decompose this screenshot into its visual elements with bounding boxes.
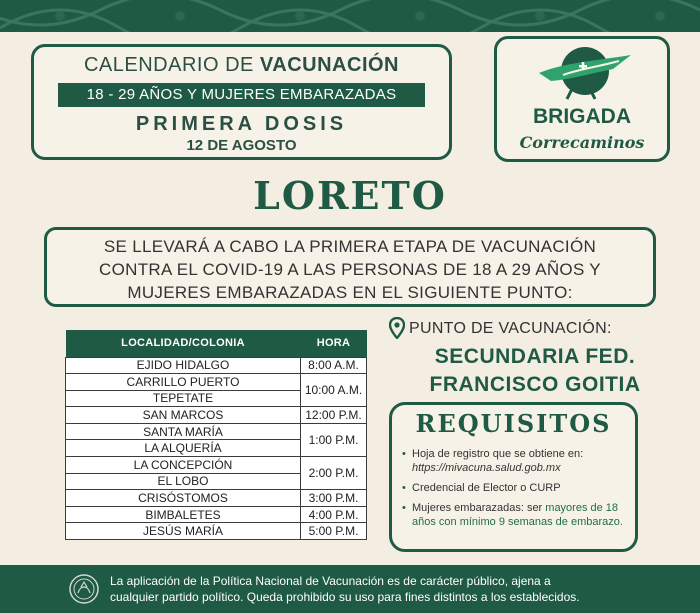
hour-cell: 8:00 A.M. (301, 357, 367, 374)
header-age-band: 18 - 29 AÑOS Y MUJERES EMBARAZADAS (58, 83, 425, 107)
roadrunner-logo-icon (533, 43, 637, 103)
hour-cell: 3:00 P.M. (301, 490, 367, 507)
announcement-line: SE LLEVARÁ A CABO LA PRIMERA ETAPA DE VACUNACIÓN (103, 237, 597, 256)
brigada-subtitle: Correcaminos (519, 133, 645, 152)
requirement-item (402, 447, 629, 475)
announcement-box (44, 227, 656, 307)
requirements-list (402, 447, 629, 535)
brigada-title: BRIGADA (533, 105, 631, 128)
venue-name-line2: FRANCISCO GOITIA (429, 373, 641, 396)
locality-cell: TEPETATE (66, 390, 301, 407)
table-row (66, 506, 367, 523)
brigada-logo-box (494, 36, 670, 162)
header-title: CALENDARIO DE VACUNACIÓN (83, 54, 399, 76)
locality-cell: EJIDO HIDALGO (66, 357, 301, 374)
table-row (66, 490, 367, 507)
table-row (66, 407, 367, 424)
hour-cell: 5:00 P.M. (301, 523, 367, 540)
table-row (66, 523, 367, 540)
locality-cell: LA CONCEPCIÓN (66, 457, 301, 474)
mexico-seal-icon (68, 573, 100, 605)
footer-disclaimer (110, 573, 670, 605)
column-header-locality: LOCALIDAD/COLONIA (66, 330, 301, 357)
header-date: 12 DE AGOSTO (186, 137, 297, 154)
bullet-icon: • (402, 502, 406, 514)
hour-cell: 2:00 P.M. (301, 457, 367, 490)
vaccination-point-label: PUNTO DE VACUNACIÓN: (409, 320, 612, 337)
bullet-icon: • (402, 482, 406, 494)
locality-cell: CRISÓSTOMOS (66, 490, 301, 507)
table-row (66, 357, 367, 374)
schedule-header-row (66, 330, 367, 357)
schedule-table (65, 330, 367, 540)
hour-cell: 4:00 P.M. (301, 506, 367, 523)
locality-cell: SANTA MARÍA (66, 423, 301, 440)
requirement-text: Mujeres embarazadas: ser (412, 502, 546, 514)
footer-line: cualquier partido político. Queda prohibido su uso para fines distintos a los establecidos. (110, 590, 580, 604)
announcement-line: MUJERES EMBARAZADAS EN EL SIGUIENTE PUNTO: (127, 283, 573, 302)
requirement-item (402, 481, 629, 495)
hour-cell: 12:00 P.M. (301, 407, 367, 424)
requirement-item (402, 501, 629, 529)
locality-cell: EL LOBO (66, 473, 301, 490)
location-pin-icon (389, 317, 405, 339)
footer-band (0, 565, 700, 613)
ornament-pattern (0, 0, 700, 32)
announcement-text (57, 235, 643, 304)
hour-cell: 1:00 P.M. (301, 423, 367, 456)
registration-url-link[interactable]: https://mivacuna.salud.gob.mx (412, 462, 561, 474)
header-dose: PRIMERA DOSIS (135, 113, 348, 135)
bullet-icon: • (402, 448, 406, 460)
hour-cell: 10:00 A.M. (301, 374, 367, 407)
calendar-header-box (31, 44, 452, 160)
locality-cell: JESÚS MARÍA (66, 523, 301, 540)
requirement-highlight: mayores de 18 años con mínimo 9 semanas de embarazo. (412, 502, 623, 528)
locality-cell: CARRILLO PUERTO (66, 374, 301, 391)
requirements-box (389, 402, 638, 552)
requirements-title: REQUISITOS (415, 409, 612, 438)
locality-cell: LA ALQUERÍA (66, 440, 301, 457)
requirement-text: Hoja de registro que se obtiene en: (412, 448, 584, 460)
table-row (66, 457, 367, 474)
locality-cell: BIMBALETES (66, 506, 301, 523)
table-row (66, 423, 367, 440)
locality-cell: SAN MARCOS (66, 407, 301, 424)
city-title: LORETO (253, 173, 447, 218)
column-header-hour: HORA (301, 330, 367, 357)
announcement-line: CONTRA EL COVID-19 A LAS PERSONAS DE 18 A 29 AÑOS Y (99, 260, 601, 279)
requirement-text: Credencial de Elector o CURP (412, 482, 561, 494)
top-decorative-band (0, 0, 700, 32)
footer-line: La aplicación de la Política Nacional de Vacunación es de carácter público, ajena a (110, 574, 551, 588)
table-row (66, 374, 367, 391)
venue-name-line1: SECUNDARIA FED. (434, 345, 636, 368)
